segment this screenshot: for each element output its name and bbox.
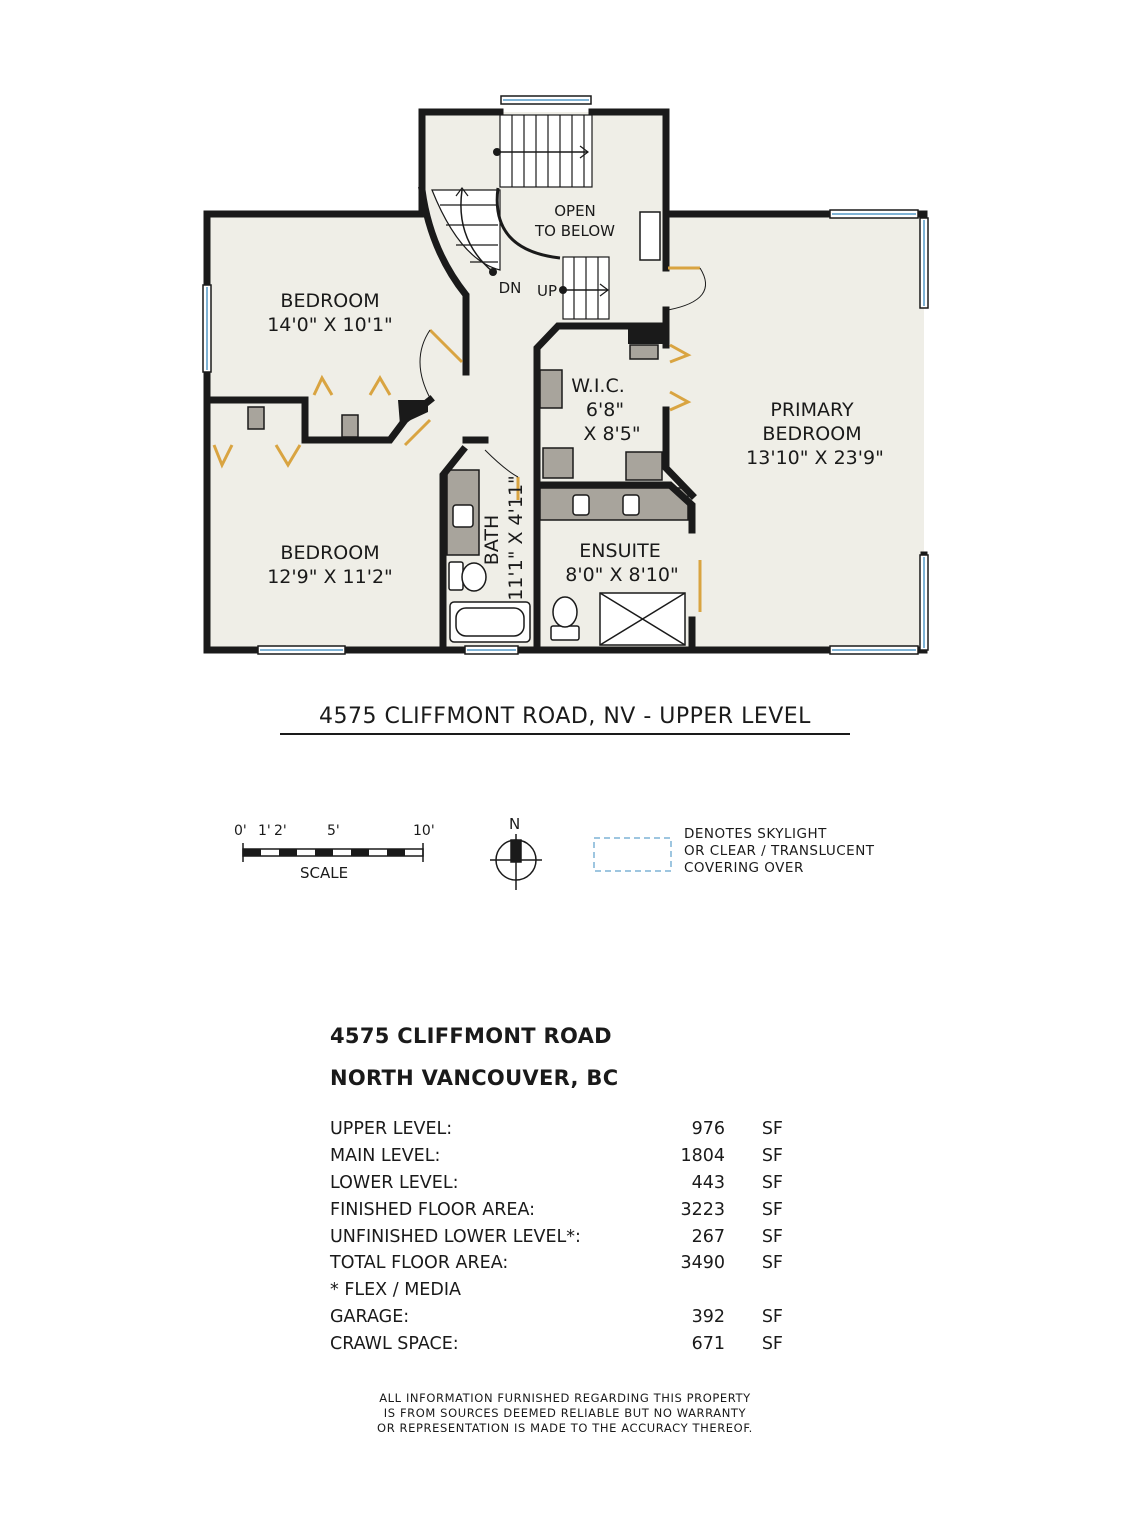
area-label: LOWER LEVEL: (330, 1172, 459, 1193)
area-unit: SF (761, 1253, 783, 1274)
address-line-1: 4575 CLIFFMONT ROAD (330, 1024, 612, 1048)
table-row (330, 1196, 783, 1223)
wic-name: W.I.C. (571, 375, 625, 397)
disclaimer-line: ALL INFORMATION FURNISHED REGARDING THIS PROPERTY (379, 1391, 751, 1405)
area-label: GARAGE: (330, 1306, 410, 1327)
stairs-up-label: UP (536, 282, 558, 300)
area-value: 3223 (680, 1199, 725, 1220)
stairs-down-label: DN (498, 279, 522, 297)
bath-name: BATH (481, 514, 503, 566)
table-row (330, 1143, 783, 1170)
open-to-below-label: OPEN (554, 202, 596, 220)
area-label: CRAWL SPACE: (330, 1333, 459, 1354)
area-unit: SF (761, 1146, 783, 1167)
skylight-legend (684, 826, 875, 877)
area-unit: SF (761, 1119, 783, 1140)
skylight-legend-box (594, 838, 671, 871)
area-label: UNFINISHED LOWER LEVEL*: (330, 1226, 581, 1247)
north-label: N (509, 815, 521, 833)
primary-bedroom-size: 13'10" X 23'9" (746, 447, 884, 469)
scale-tick-0: 0' (234, 823, 247, 839)
north-arrow (490, 834, 542, 890)
bedroom-1-name: BEDROOM (280, 290, 380, 312)
bedroom-2-name: BEDROOM (280, 542, 380, 564)
area-value: 671 (691, 1333, 725, 1354)
area-label: TOTAL FLOOR AREA: (330, 1253, 509, 1274)
area-label: UPPER LEVEL: (330, 1119, 453, 1140)
legend-line: OR CLEAR / TRANSLUCENT (684, 843, 875, 859)
area-label: * FLEX / MEDIA (330, 1280, 461, 1301)
area-label: MAIN LEVEL: (330, 1146, 441, 1167)
area-label: FINISHED FLOOR AREA: (330, 1199, 536, 1220)
legend-line: DENOTES SKYLIGHT (684, 826, 827, 842)
disclaimer-line: OR REPRESENTATION IS MADE TO THE ACCURACY THEREOF. (377, 1421, 753, 1435)
area-value: 443 (691, 1172, 725, 1193)
scale-tick-5: 5' (327, 823, 340, 839)
wic-depth: X 8'5" (583, 423, 641, 445)
area-summary (330, 1024, 800, 1357)
ensuite-size: 8'0" X 8'10" (565, 564, 679, 586)
area-unit: SF (761, 1306, 783, 1327)
scale-tick-2: 2' (274, 823, 287, 839)
disclaimer-line: IS FROM SOURCES DEEMED RELIABLE BUT NO WARRANTY (383, 1406, 747, 1420)
bedroom-1-size: 14'0" X 10'1" (267, 314, 393, 336)
wall-block (628, 326, 666, 344)
table-row (330, 1116, 783, 1143)
open-to-below-label-2: TO BELOW (535, 222, 615, 240)
disclaimer (330, 1391, 800, 1436)
ensuite-name: ENSUITE (579, 540, 661, 562)
plan-title: 4575 CLIFFMONT ROAD, NV - UPPER LEVEL (280, 704, 850, 735)
table-row (330, 1330, 783, 1357)
primary-bedroom-name: PRIMARY (770, 399, 854, 421)
table-row (330, 1223, 783, 1250)
area-table (330, 1116, 783, 1357)
area-value: 1804 (680, 1146, 725, 1167)
area-value: 3490 (680, 1253, 725, 1274)
scale-bar (243, 843, 423, 862)
area-unit: SF (761, 1333, 783, 1354)
table-row (330, 1277, 783, 1304)
bedroom-2-size: 12'9" X 11'2" (267, 566, 393, 588)
railing (640, 212, 660, 260)
primary-bedroom-name-2: BEDROOM (762, 423, 862, 445)
address-line-2: NORTH VANCOUVER, BC (330, 1066, 619, 1090)
area-value: 267 (691, 1226, 725, 1247)
area-value (675, 1277, 725, 1304)
area-unit: SF (761, 1199, 783, 1220)
area-unit (725, 1277, 783, 1304)
area-unit: SF (761, 1172, 783, 1193)
area-unit: SF (761, 1226, 783, 1247)
area-value: 392 (691, 1306, 725, 1327)
table-row (330, 1250, 783, 1277)
scale-label: SCALE (300, 864, 349, 882)
table-row (330, 1304, 783, 1331)
scale-tick-10: 10' (413, 823, 435, 839)
table-row (330, 1170, 783, 1197)
scale-tick-1: 1' (258, 823, 271, 839)
legend-line: COVERING OVER (684, 860, 804, 876)
wic-width: 6'8" (585, 399, 625, 421)
area-value: 976 (691, 1119, 725, 1140)
bath-size: 11'1" X 4'11" (505, 475, 527, 601)
